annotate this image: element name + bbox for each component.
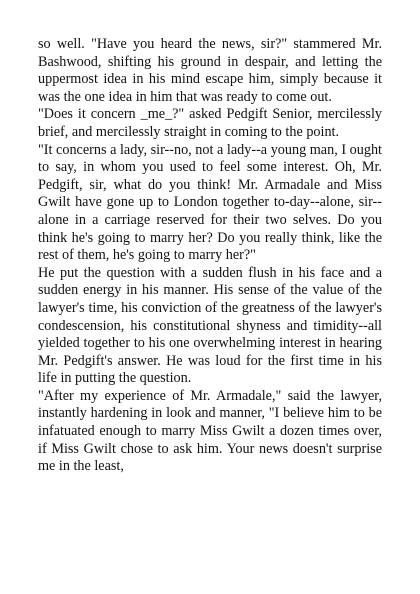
document-page bbox=[38, 36, 382, 476]
paragraph: He put the question with a sudden flush in his face and a sudden energy in his manner. His sense of the value of the lawyer's time, his conviction of the greatness of the lawyer's condescension, his constitutional shyness and timidity--all yielded together to his one overwhelming interest in hearing Mr. Pedgift's answer. He was loud for the first time in his life in putting the question. bbox=[38, 264, 382, 387]
paragraph: "Does it concern _me_?" asked Pedgift Senior, mercilessly brief, and mercilessly straight in coming to the point. bbox=[38, 106, 382, 140]
paragraph: "It concerns a lady, sir--no, not a lady--a young man, I ought to say, in whom you used to feel some interest. Oh, Mr. Pedgift, sir, what do you think! Mr. Armadale and Miss Gwilt have gone up to London together to-day--alone, sir--alone in a carriage reserved for their two selves. Do you think he's going to marry her? Do you really think, like the rest of them, he's going to marry her?" bbox=[38, 141, 382, 264]
paragraph: so well. "Have you heard the news, sir?" stammered Mr. Bashwood, shifting his ground in despair, and letting the uppermost idea in his mind escape him, simply because it was the one idea in him that was ready to come out. bbox=[38, 36, 382, 105]
paragraph: "After my experience of Mr. Armadale," said the lawyer, instantly hardening in look and manner, "I believe him to be infatuated enough to marry Miss Gwilt a dozen times over, if Miss Gwilt chose to ask him. Your news doesn't surprise me in the least, bbox=[38, 387, 382, 475]
